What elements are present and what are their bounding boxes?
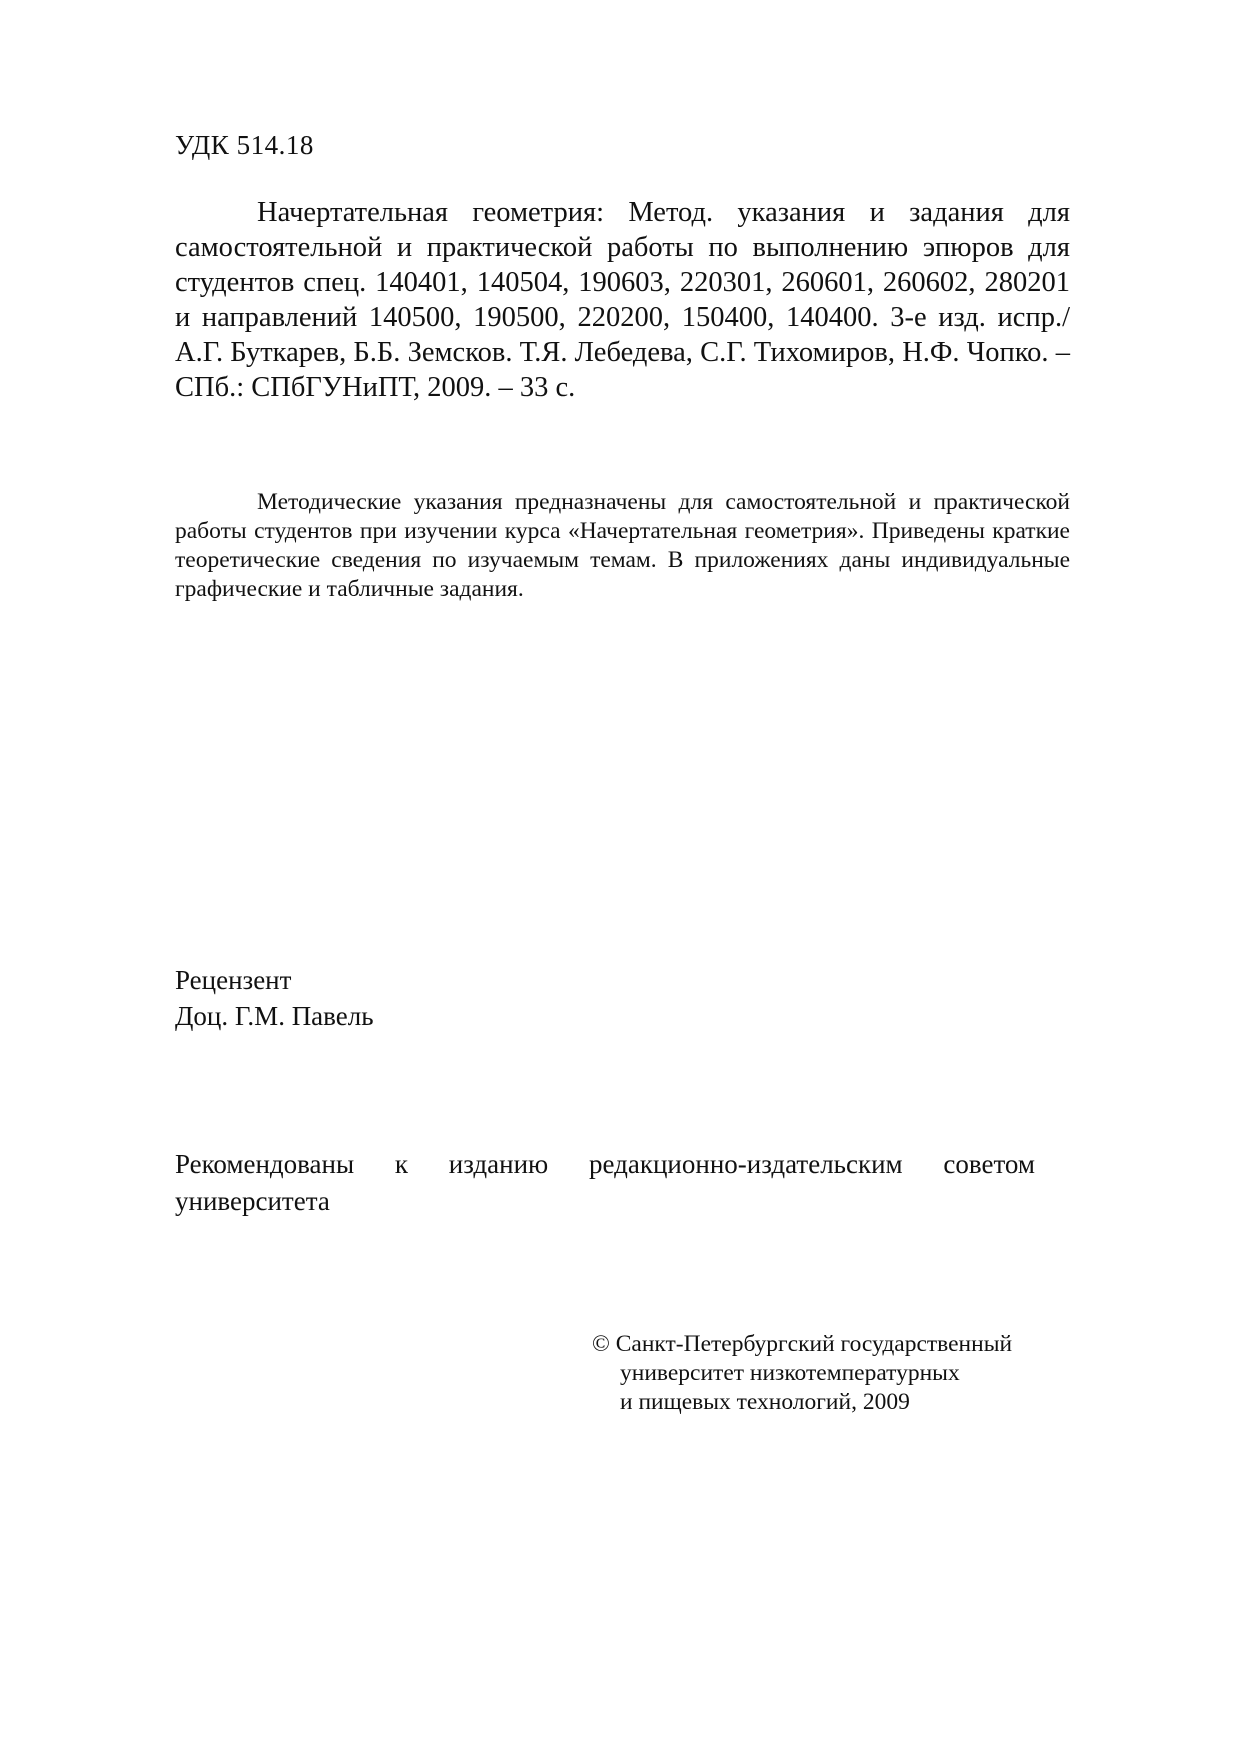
copyright-block [592, 1330, 1072, 1417]
annotation-paragraph: Методические указания предназначены для самостоятельной и практической работы студентов при изучении курса «Начертательная геометрия». Приведены краткие теоретические сведения по изучаемым темам. В приложениях даны индивидуальные графические и табличные задания. [175, 489, 1070, 602]
recommendation-text: Рекомендованы к изданию редакционно-издательским советом университета [175, 1149, 1035, 1216]
copyright-line-2: университет низкотемпературных [620, 1360, 960, 1386]
reviewer-name: Доц. Г.М. Павель [175, 1001, 374, 1031]
reviewer-block [175, 962, 374, 1034]
udk-code: УДК 514.18 [175, 130, 314, 160]
reviewer-label: Рецензент [175, 965, 292, 995]
bibliographic-entry: Начертательная геометрия: Метод. указания и задания для самостоятельной и практической работы по выполнению эпюров для студентов спец. 140401, 140504, 190603, 220301, 260601, 260602, 280201 и направлений 140500, 190500, 220200, 150400, 140400. 3-е изд. испр./ А.Г. Буткарев, Б.Б. Земсков. Т.Я. Лебедева, С.Г. Тихомиров, Н.Ф. Чопко. – СПб.: СПбГУНиПТ, 2009. – 33 с. [175, 197, 1070, 403]
copyright-line-3: и пищевых технологий, 2009 [620, 1389, 910, 1415]
copyright-line-1: © Санкт-Петербургский государственный [592, 1331, 1013, 1357]
